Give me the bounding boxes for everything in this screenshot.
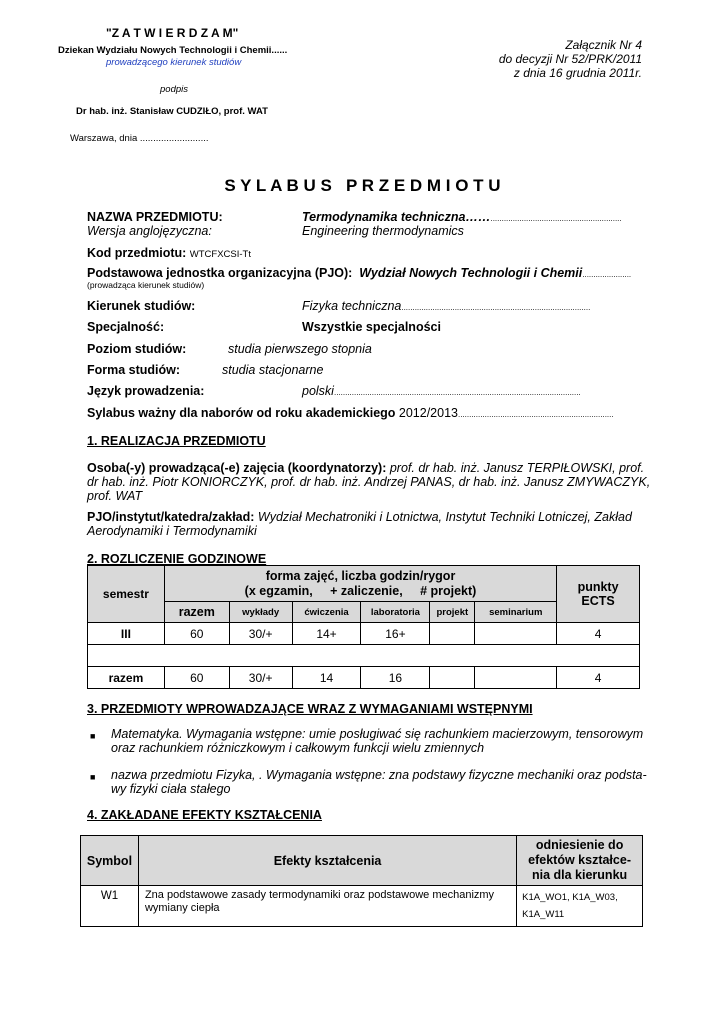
coordinators-value-1: prof. dr hab. inż. Janusz TERPIŁOWSKI, prof.	[386, 461, 645, 475]
header-forma-line1: forma zajęć, liczba godzin/rygor	[265, 568, 456, 583]
study-level-label: Poziom studiów:	[87, 342, 187, 356]
effect-description-line2: wymiany ciepła	[144, 902, 220, 914]
pjo-institute-line1	[87, 510, 632, 524]
annex-line1: Załącznik Nr 4	[565, 38, 642, 52]
total-seminarium	[475, 667, 557, 689]
validity-row	[87, 406, 614, 420]
english-version-label: Wersja anglojęzyczna:	[87, 224, 212, 238]
subheader-seminarium: seminarium	[475, 602, 557, 623]
coordinators-value-3: prof. WAT	[87, 489, 143, 503]
pjo-row	[87, 266, 631, 280]
header-forma-line2: (x egzamin, + zaliczenie, # projekt)	[244, 583, 477, 598]
total-razem: 60	[164, 667, 229, 689]
header-forma	[164, 566, 556, 602]
course-code-label: Kod przedmiotu:	[87, 246, 187, 260]
subject-name-label: NAZWA PRZEDMIOTU:	[87, 210, 223, 224]
validity-dots: ......................................................................	[458, 410, 614, 419]
section1-heading: 1. REALIZACJA PRZEDMIOTU	[87, 434, 266, 448]
section4-heading: 4. ZAKŁADANE EFEKTY KSZTAŁCENIA	[87, 808, 322, 822]
row1-projekt	[430, 623, 475, 645]
table-row	[81, 886, 643, 927]
header-ects	[557, 566, 640, 623]
course-code-value: WTCFXCSI-Tt	[189, 249, 251, 260]
pjo-institute-value-2: Aerodynamiki i Termodynamiki	[87, 524, 257, 538]
header-reference-line3: nia dla kierunku	[531, 868, 628, 882]
pjo-label: Podstawowa jednostka organizacyjna (PJO):	[87, 266, 353, 280]
header-reference	[517, 836, 643, 886]
approval-dean: Dziekan Wydziału Nowych Technologii i Chemii......	[58, 45, 288, 56]
hours-table	[87, 565, 640, 689]
field-of-study-wrap	[302, 299, 590, 313]
bullet-icon: ■	[90, 731, 96, 741]
row1-ects: 4	[557, 623, 640, 645]
field-of-study-dots: .....................................................................................	[401, 303, 591, 312]
subject-name-value: Termodynamika techniczna……	[302, 210, 491, 224]
row1-razem: 60	[164, 623, 229, 645]
language-dots: ...............................................................................................................	[333, 388, 581, 397]
row1-laboratoria: 16+	[361, 623, 430, 645]
header-reference-line2: efektów kształce-	[528, 853, 631, 867]
subheader-cwiczenia: ćwiczenia	[292, 602, 361, 623]
pjo-sub: (prowadząca kierunek studiów)	[87, 280, 205, 290]
approval-place-date: Warszawa, dnia ..........................	[70, 133, 209, 144]
effect-reference-line2: K1A_W11	[522, 909, 565, 920]
approval-dean-sub: prowadzącego kierunek studiów	[106, 57, 242, 68]
study-form-label: Forma studiów:	[87, 363, 181, 377]
field-of-study-label: Kierunek studiów:	[87, 299, 196, 313]
prereq-item1-line1: Matematyka. Wymagania wstępne: umie posługiwać się rachunkiem macierzowym, tensorowym	[111, 727, 644, 741]
section2-heading: 2. ROZLICZENIE GODZINOWE	[87, 552, 267, 566]
validity-label: Sylabus ważny dla naborów od roku akademickiego	[87, 406, 396, 420]
approval-title: "Z A T W I E R D Z A M"	[106, 26, 239, 40]
header-semestr: semestr	[88, 566, 165, 623]
language-value: polski	[302, 384, 334, 398]
bullet-icon: ■	[90, 772, 96, 782]
study-level-value: studia pierwszego stopnia	[228, 342, 372, 356]
coordinators-value-2: dr hab. inż. Piotr KONIORCZYK, prof. dr hab. inż. Andrzej PANAS, dr hab. inż. Janusz ZMYWACZYK,	[87, 475, 651, 489]
english-version-value: Engineering thermodynamics	[302, 224, 464, 238]
total-wyklady: 30/+	[229, 667, 292, 689]
effects-table	[80, 835, 643, 927]
row1-seminarium	[475, 623, 557, 645]
header-ects-line2: ECTS	[581, 594, 615, 608]
annex-line3: z dnia 16 grudnia 2011r.	[513, 66, 642, 80]
total-projekt	[430, 667, 475, 689]
effect-reference	[517, 886, 643, 927]
table-row-empty	[88, 645, 640, 667]
approval-signature: podpis	[160, 84, 188, 95]
field-of-study-value: Fizyka techniczna	[302, 299, 402, 313]
coordinators-label: Osoba(-y) prowadząca(-e) zajęcia (koordynatorzy):	[87, 461, 387, 475]
effect-reference-line1: K1A_WO1, K1A_W03,	[522, 892, 618, 903]
effect-symbol: W1	[81, 886, 139, 927]
pjo-institute-label: PJO/instytut/katedra/zakład:	[87, 510, 255, 524]
subject-name-dots: ...........................................................	[490, 214, 622, 223]
prereq-item2-line2: wy fizyki ciała stałego	[111, 782, 231, 796]
pjo-dots: ......................	[582, 270, 632, 279]
total-ects: 4	[557, 667, 640, 689]
effect-description	[138, 886, 516, 927]
table-row	[88, 623, 640, 645]
specialty-label: Specjalność:	[87, 320, 165, 334]
prereq-item1-line2: oraz rachunkiem różniczkowym i całkowym funkcji wielu zmiennych	[111, 741, 485, 755]
total-laboratoria: 16	[361, 667, 430, 689]
pjo-value: Wydział Nowych Technologii i Chemii	[359, 266, 583, 280]
language-label: Język prowadzenia:	[87, 384, 205, 398]
document-title: S Y L A B U S P R Z E D M I O T U	[224, 176, 501, 195]
subheader-laboratoria: laboratoria	[361, 602, 430, 623]
header-symbol: Symbol	[81, 836, 139, 886]
subheader-razem: razem	[164, 602, 229, 623]
study-form-value: studia stacjonarne	[222, 363, 324, 377]
header-ects-line1: punkty	[577, 580, 619, 594]
subject-name-value-wrap	[302, 210, 622, 224]
pjo-institute-value-1: Wydział Mechatroniki i Lotnictwa, Instytut Techniki Lotniczej, Zakład	[254, 510, 632, 524]
specialty-value: Wszystkie specjalności	[302, 320, 441, 334]
annex-line2: do decyzji Nr 52/PRK/2011	[498, 52, 642, 66]
header-reference-line1: odniesienie do	[535, 838, 624, 852]
effect-description-line1: Zna podstawowe zasady termodynamiki oraz podstawowe mechanizmy	[144, 889, 495, 901]
course-code-row	[87, 246, 251, 260]
subheader-wyklady: wykłady	[229, 602, 292, 623]
prereq-item2-line1: nazwa przedmiotu Fizyka, . Wymagania wstępne: zna podstawy fizyczne mechaniki oraz podsta-	[111, 768, 647, 782]
validity-value: 2012/2013	[398, 406, 458, 420]
total-cwiczenia: 14	[292, 667, 361, 689]
section3-heading: 3. PRZEDMIOTY WPROWADZAJĄCE WRAZ Z WYMAGANIAMI WSTĘPNYMI	[87, 702, 533, 716]
row1-semestr: III	[88, 623, 165, 645]
total-label: razem	[88, 667, 165, 689]
subheader-projekt: projekt	[430, 602, 475, 623]
approval-signer: Dr hab. inż. Stanisław CUDZIŁO, prof. WAT	[76, 106, 268, 117]
coordinators-line1	[87, 461, 644, 475]
language-wrap	[302, 384, 581, 398]
header-effects: Efekty kształcenia	[138, 836, 516, 886]
row1-wyklady: 30/+	[229, 623, 292, 645]
table-row-total	[88, 667, 640, 689]
empty-row-cell	[88, 645, 640, 667]
row1-cwiczenia: 14+	[292, 623, 361, 645]
